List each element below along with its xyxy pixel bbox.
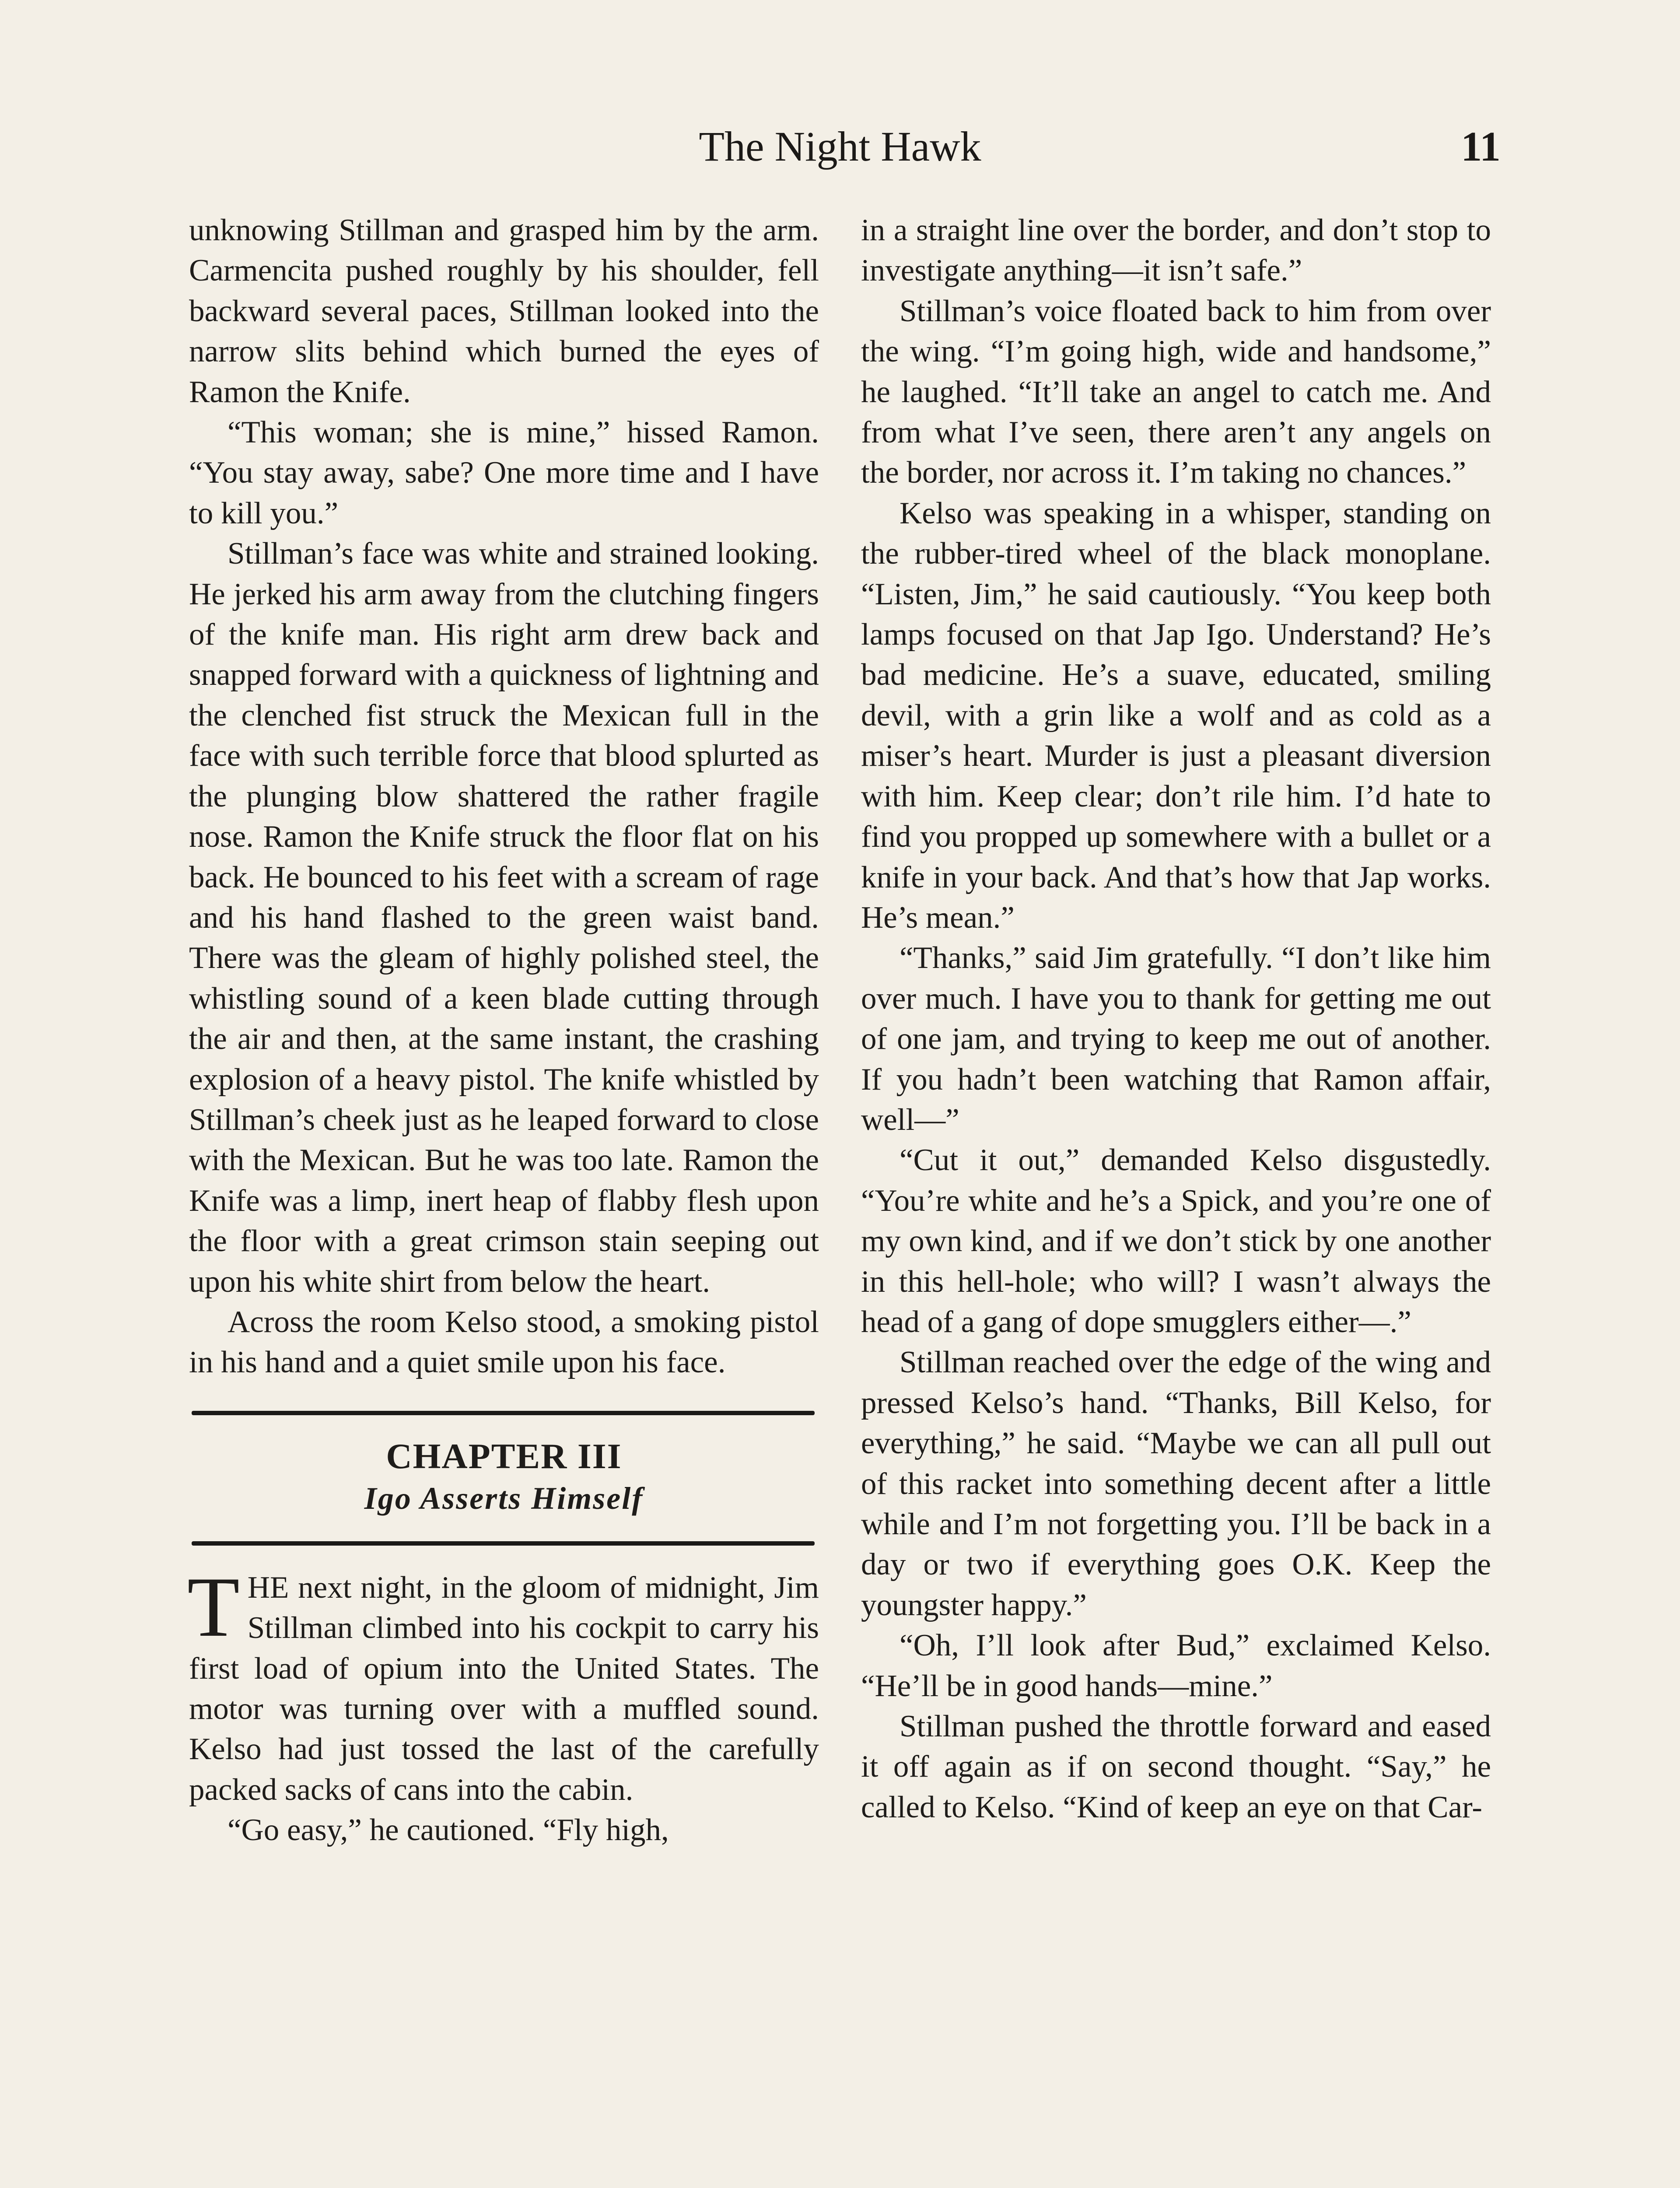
paragraph: “Oh, I’ll look after Bud,” exclaimed Kelso. “He’ll be in good hands—mine.”	[861, 1628, 1491, 1703]
chapter-rule-top	[192, 1411, 815, 1415]
paragraph: Stillman reached over the edge of the wing and pressed Kelso’s hand. “Thanks, Bill Kelso, for everything,” he said. “Maybe we can all pull out of this racket into something decent after a little while and I’m not forgetting you. I’ll be back in a day or two if everything goes O.K. Keep the youngster happy.”	[861, 1345, 1491, 1622]
chapter-opening-paragraph	[187, 1559, 819, 1810]
chapter-block	[189, 1411, 819, 1546]
chapter-subtitle: Igo Asserts Himself	[364, 1480, 644, 1516]
chapter-title: CHAPTER III	[386, 1436, 622, 1476]
paragraph: in a straight line over the border, and don’t stop to investigate anything—it isn’t safe.”	[861, 213, 1491, 288]
chapter-heading	[189, 1434, 819, 1518]
paragraph: Across the room Kelso stood, a smoking pistol in his hand and a quiet smile upon his face.	[189, 1304, 819, 1380]
paragraph: “This woman; she is mine,” hissed Ramon. “You stay away, sabe? One more time and I have to kill you.”	[189, 415, 819, 530]
paragraph: “Go easy,” he cautioned. “Fly high,	[228, 1813, 669, 1848]
paragraph: Stillman’s voice floated back to him from over the wing. “I’m going high, wide and handsome,” he laughed. “It’ll take an angel to catch me. And from what I’ve seen, there aren’t any angels on the border, nor across it. I’m taking no chances.”	[861, 294, 1491, 490]
running-head	[0, 118, 1680, 175]
running-title: The Night Hawk	[699, 123, 981, 170]
chapter-rule-bottom	[192, 1541, 815, 1546]
paragraph: Stillman pushed the throttle forward and eased it off again as if on second thought. “Say,” he called to Kelso. “Kind of keep an eye on that Car-	[861, 1709, 1491, 1824]
paragraph: “Cut it out,” demanded Kelso disgustedly. “You’re white and he’s a Spick, and you’re one of my own kind, and if we don’t stick by one another in this hell-hole; who will? I wasn’t always the head of a gang of dope smugglers either—.”	[861, 1143, 1491, 1339]
paragraph: Stillman’s face was white and strained looking. He jerked his arm away from the clutching fingers of the knife man. His right arm drew back and snapped forward with a quickness of lightning and the clenched fist struck the Mexican full in the face with such terrible force that blood splurted as the plunging blow shattered the rather fragile nose. Ramon the Knife struck the floor flat on his back. He bounced to his feet with a scream of rage and his hand flashed to the green waist band. There was the gleam of highly polished steel, the whistling sound of a keen blade cutting through the air and then, at the same instant, the crashing explosion of a heavy pistol. The knife whistled by Stillman’s cheek just as he leaped forward to close with the Mexican. But he was too late. Ramon the Knife was a limp, inert heap of flabby flesh upon the floor with a great crimson stain seeping out upon his white shirt from below the heart.	[189, 536, 819, 1299]
opening-text: HE next night, in the gloom of midnight, Jim Stillman climbed into his cockpit to carry his first load of opium into the United States. The motor was turning over with a muffled sound. Kelso had just tossed the last of the carefully packed sacks of cans into the cabin.	[189, 1570, 819, 1807]
right-column	[861, 210, 1491, 1827]
paragraph: Kelso was speaking in a whisper, standing on the rubber-tired wheel of the black monoplane. “Listen, Jim,” he said cautiously. “You keep both lamps focused on that Jap Igo. Understand? He’s bad medicine. He’s a suave, educated, smiling devil, with a grin like a wolf and as cold as a miser’s heart. Murder is just a pleasant diversion with him. Keep clear; don’t rile him. I’d hate to find you propped up somewhere with a bullet or a knife in your back. And that’s how that Jap works. He’s mean.”	[861, 496, 1491, 935]
paragraph: “Thanks,” said Jim gratefully. “I don’t like him over much. I have you to thank for getting me out of one jam, and trying to keep me out of another. If you hadn’t been watching that Ramon affair, well—”	[861, 941, 1491, 1137]
drop-cap: T	[187, 1559, 240, 1655]
page-number: 11	[1461, 123, 1501, 170]
left-column	[189, 210, 819, 1851]
paragraph: unknowing Stillman and grasped him by the arm. Carmencita pushed roughly by his shoulder, fell backward several paces, Stillman looked into the narrow slits behind which burned the eyes of Ramon the Knife.	[189, 213, 819, 409]
